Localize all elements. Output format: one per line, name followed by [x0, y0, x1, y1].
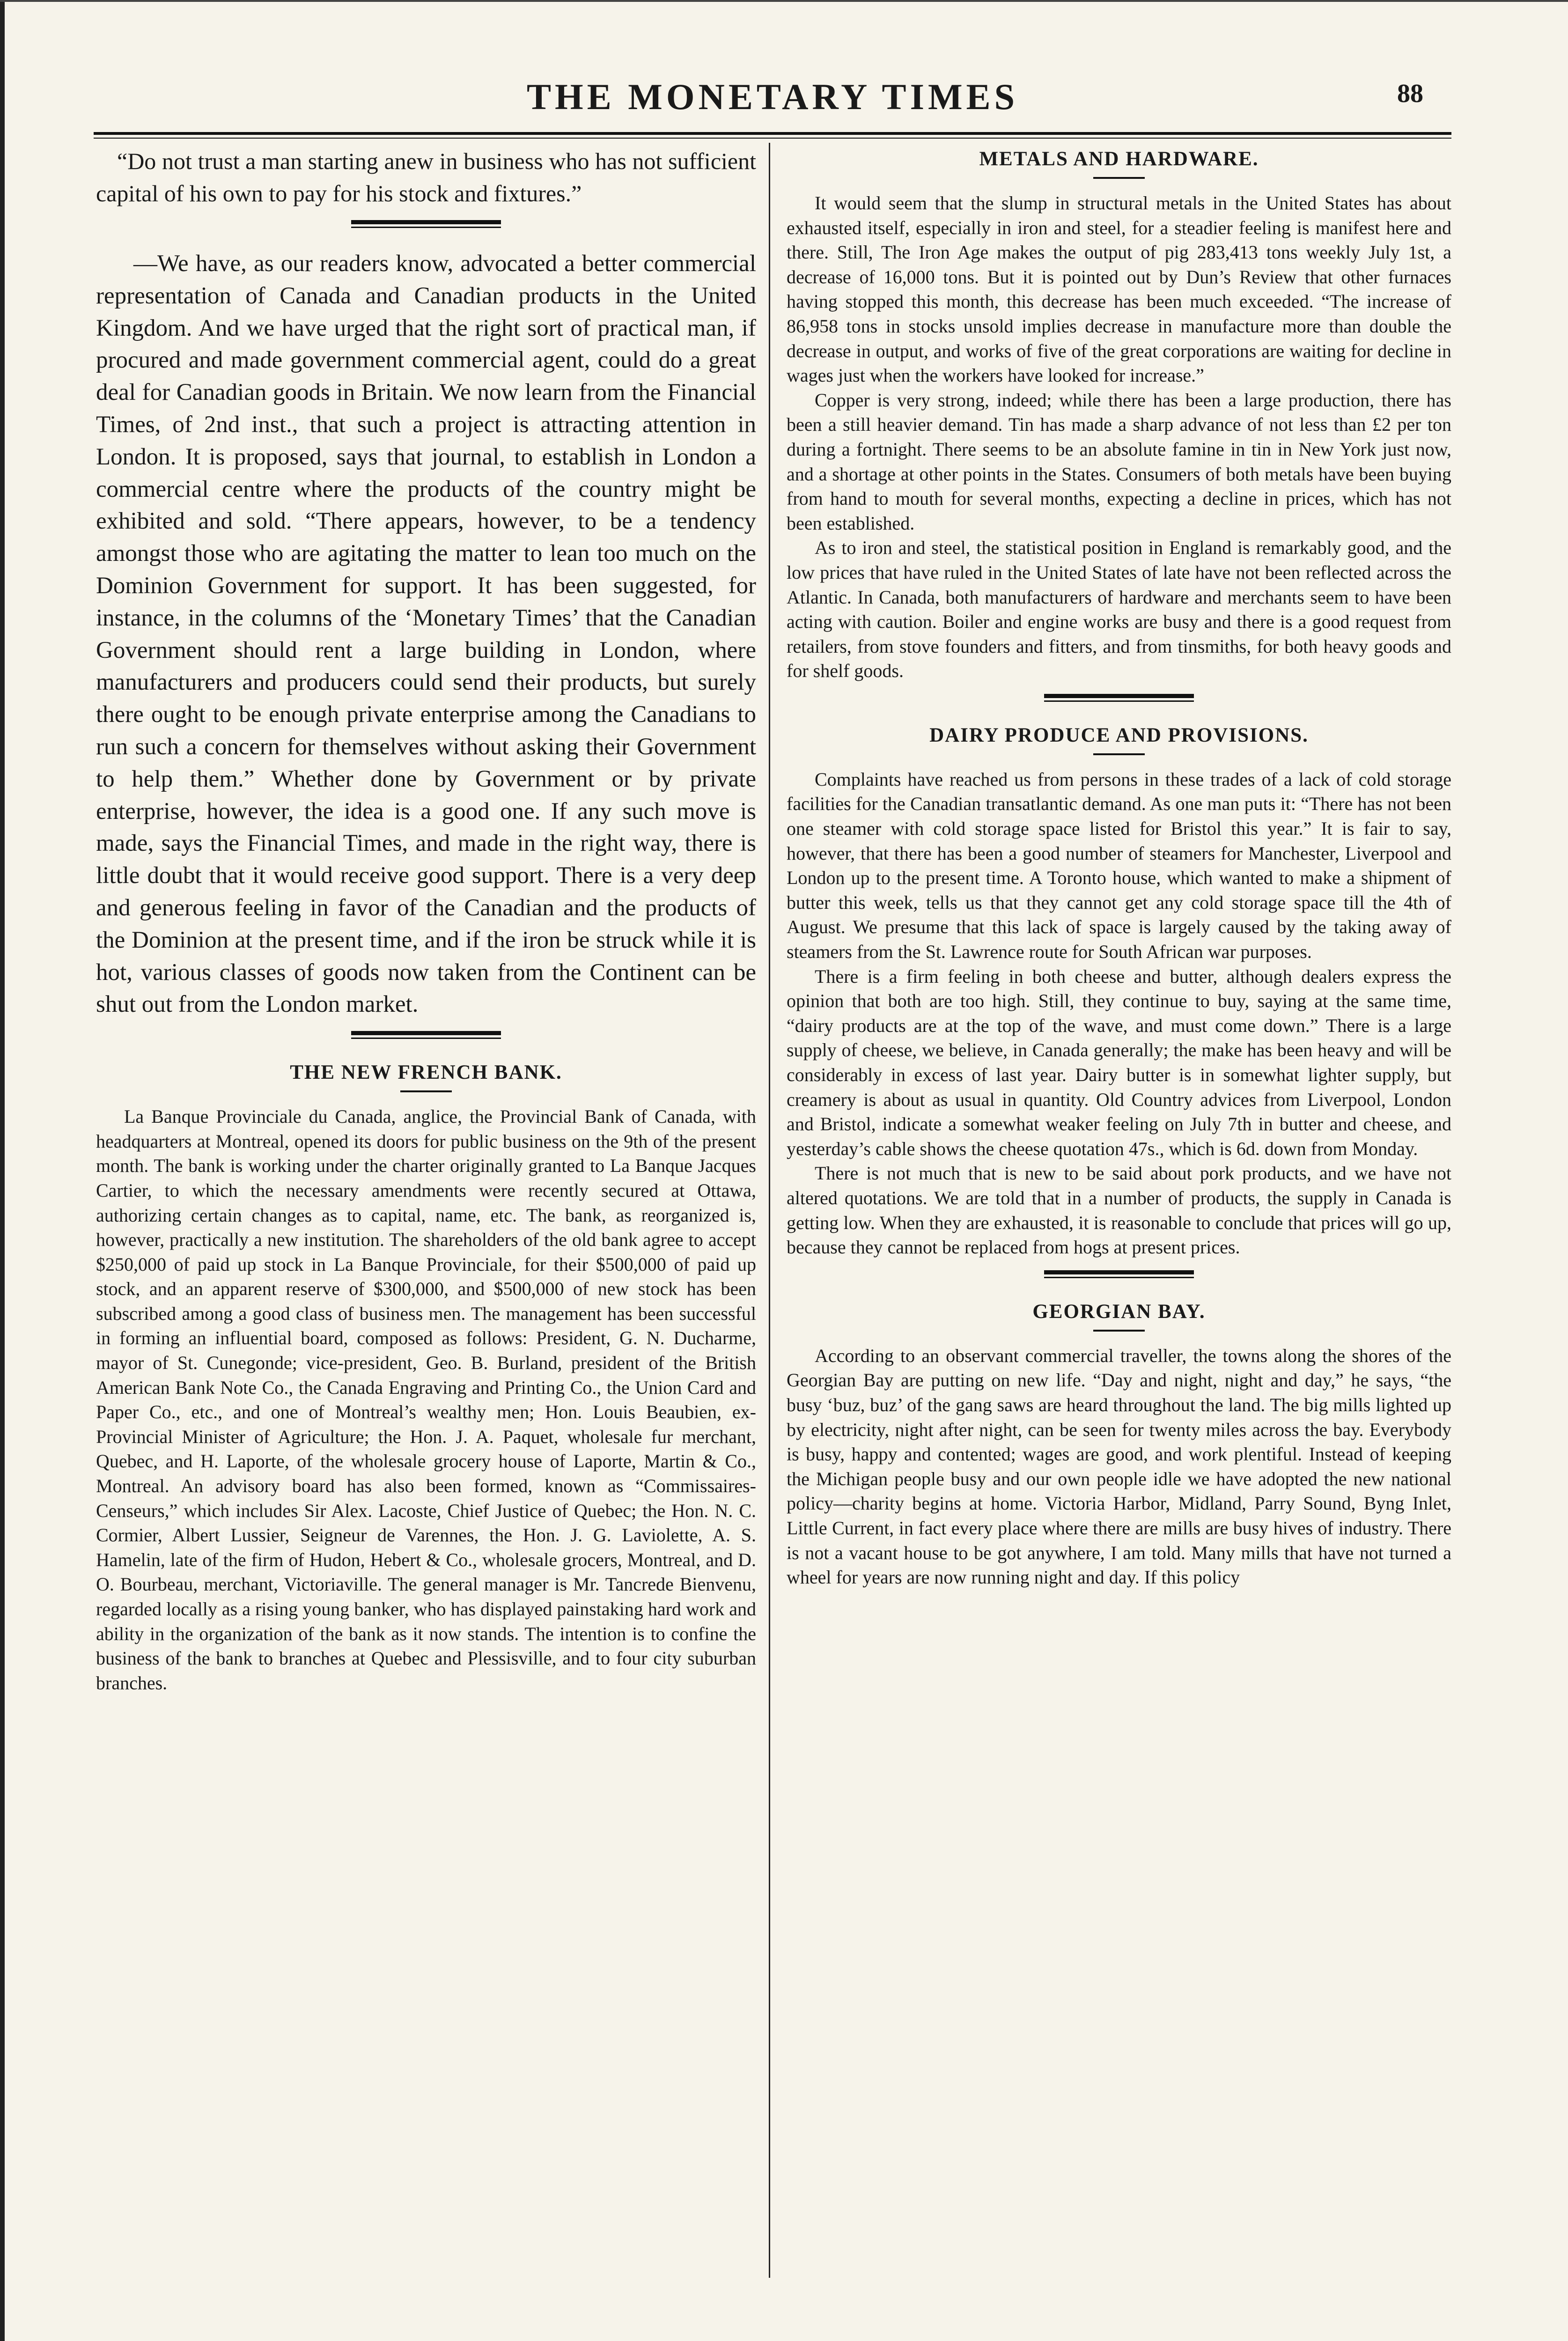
- section-divider: [1044, 1270, 1194, 1278]
- georgian-bay-paragraph: According to an observant commercial traveller, the towns along the shores of the Georgian Bay are putting on new life. “Day and night, night and day,” he says, “the busy ‘buz, buz’ of the gang saws are heard throughout the land. The big mills lighted up by electricity, night after night, can be seen for twenty miles across the bay. Everybody is busy, happy and contented; wages are good, and work plentiful. Instead of keeping the Michigan people busy and our own people idle we have adopted the new national policy—charity begins at home. Victoria Harbor, Midland, Parry Sound, Byng Inlet, Little Current, in fact every place where there are mills are busy hives of industry. There is not a vacant house to be got anywhere, I am told. Many mills that have not turned a wheel for years are now running night and day. If this policy: [787, 1345, 1451, 1588]
- metals-paragraph: It would seem that the slump in structural metals in the United States has about exhausted itself, especially in iron and steel, for a steadier feeling is manifest here and there. Still, The Iron Age makes the output of pig 283,413 tons weekly July 1st, a decrease of 16,000 tons. But it is pointed out by Dun’s Review that other furnaces having stopped this month, this decrease has been much exceeded. “The increase of 86,958 tons in stocks unsold implies decrease in manufacture more than double the decrease in output, and works of five of the great corporations are waiting for decline in wages just when the workers have looked for increase.”: [787, 192, 1451, 386]
- section-divider: [1044, 694, 1194, 702]
- section-divider: [351, 1031, 501, 1039]
- article-heading-georgian-bay: GEORGIAN BAY.: [1032, 1300, 1206, 1323]
- page-edge-shadow: [0, 0, 5, 2341]
- dairy-paragraph: There is a firm feeling in both cheese and butter, although dealers express the opinion that both are too high. Still, they continue to buy, saying at the same time, “dairy products are at the top of the wave, and must come down.” There is a large supply of cheese, we believe, in Canada generally; the make has been heavy and will be considerably in excess of last year. Dairy butter is in somewhat lighter supply, but creamery is about as usual in quantity. Old Country advices from Liverpool, London and Bristol, indicate a somewhat weaker feeling on July 7th in butter and cheese, and yesterday’s cable shows the cheese quotation 47s., which is 6d. down from Monday.: [787, 965, 1451, 1159]
- metals-paragraph: Copper is very strong, indeed; while there has been a large production, there has been a still heavier demand. Tin has made a sharp advance of not less than £2 per ton during a fortnight. There seems to be an absolute famine in tin in New York just now, and a shortage at other points in the States. Consumers of both metals have been buying from hand to mouth for several months, expecting a decline in prices, which has not been established.: [787, 389, 1451, 534]
- page-top-edge: [0, 0, 1568, 2]
- header-rule: [94, 132, 1451, 139]
- article-heading-dairy: DAIRY PRODUCE AND PROVISIONS.: [929, 724, 1309, 746]
- metals-paragraph: As to iron and steel, the statistical position in England is remarkably good, and the low prices that have ruled in the United States of late have not been reflected across the Atlantic. In Canada, both manufacturers of hardware and merchants seem to have been acting with caution. Boiler and engine works are busy and there is a good request from retailers, from stove founders and fitters, and from tinsmiths, for both heavy goods and for shelf goods.: [787, 537, 1451, 682]
- heading-rule: [1093, 753, 1145, 755]
- heading-rule: [1093, 177, 1145, 179]
- masthead: [94, 70, 1451, 122]
- article-body-french-bank: La Banque Provinciale du Canada, anglice, the Provincial Bank of Canada, with headquarters at Montreal, opened its doors for public business on the 9th of the present month. The bank is working under the charter originally granted to La Banque Jacques Cartier, to which the necessary amendments were recently secured at Ottawa, authorizing certain changes as to capital, name, etc. The bank, as reorganized is, however, practically a new institution. The shareholders of the old bank agree to accept $250,000 of paid up stock in La Banque Provinciale, for their $500,000 of paid up stock, and an apparent reserve of $300,000, and $500,000 of new stock has been subscribed among a good class of business men. The management has been successful in forming an influential board, composed as follows: President, G. N. Ducharme, mayor of St. Cunegonde; vice-president, Geo. B. Burland, president of the British American Bank Note Co., the Canada Engraving and Printing Co., the Union Card and Paper Co., etc., and one of Montreal’s wealthy men; Hon. Louis Beaubien, ex-Provincial Minister of Agriculture; the Hon. J. A. Paquet, wholesale fur merchant, Quebec, and H. Laporte, of the wholesale grocery house of Laporte, Martin & Co., Montreal. An advisory board has also been formed, known as “Commissaires-Censeurs,” which includes Sir Alex. Lacoste, Chief Justice of Quebec; the Hon. N. C. Cormier, Albert Lussier, Seigneur de Varennes, the Hon. J. G. Laviolette, A. S. Hamelin, late of the firm of Hudon, Hebert & Co., wholesale grocers, Montreal, and D. O. Bourbeau, merchant, Victoriaville. The general manager is Mr. Tancrede Bienvenu, regarded locally as a rising young banker, who has displayed painstaking hard work and ability in the organization of the bank as it now stands. The intention is to confine the business of the bank to branches at Quebec and Plessisville, and to four city suburban branches.: [96, 1106, 756, 1693]
- right-column: [787, 145, 1451, 2285]
- left-column: [96, 145, 756, 2285]
- dairy-paragraph: Complaints have reached us from persons in these trades of a lack of cold storage facilities for the Canadian transatlantic demand. As one man puts it: “There has not been one steamer with cold storage space listed for Bristol this year.” It is fair to say, however, that there has been a good number of steamers for Manchester, Liverpool and London up to the present time. A Toronto house, which wanted to make a shipment of butter this week, tells us that they cannot get any cold storage space till the 4th of August. We presume that this lack of space is largely caused by the taking away of steamers from the St. Lawrence route for South African war purposes.: [787, 768, 1451, 963]
- page-number: 88: [1397, 79, 1423, 108]
- publication-title: THE MONETARY TIMES: [527, 76, 1018, 117]
- section-divider: [351, 220, 501, 228]
- opening-quote: “Do not trust a man starting anew in business who has not sufficient capital of his own to pay for his stock and fixtures.”: [96, 148, 756, 206]
- dairy-paragraph: There is not much that is new to be said about pork products, and we have not altered quotations. We are told that in a number of products, the supply in Canada is getting low. When they are exhausted, it is reasonable to conclude that prices will go up, because they cannot be replaced from hogs at present prices.: [787, 1163, 1451, 1258]
- heading-rule: [400, 1090, 452, 1092]
- editorial-paragraph: —We have, as our readers know, advocated a better commercial representation of Canada and Canadian products in the United Kingdom. And we have urged that the right sort of practical man, if procured and made government commercial agent, could do a great deal for Canadian goods in Britain. We now learn from the Financial Times, of 2nd inst., that such a project is attracting attention in London. It is proposed, says that journal, to establish in London a commercial centre where the products of the country might be exhibited and sold. “There appears, however, to be a tendency amongst those who are agitating the matter to lean too much on the Dominion Government for support. It has been suggested, for instance, in the columns of the ‘Monetary Times’ that the Canadian Government should rent a large building in London, where manufacturers and producers could send their products, but surely there ought to be enough private enterprise among the Canadians to run such a concern for themselves without asking their Government to help them.” Whether done by Government or by private enterprise, however, the idea is a good one. If any such move is made, says the Financial Times, and made in the right way, there is little doubt that it would receive good support. There is a very deep and generous feeling in favor of the Canadian and the products of the Dominion at the present time, and if the iron be struck while it is hot, various classes of goods now taken from the Continent can be shut out from the London market.: [96, 250, 756, 1018]
- heading-rule: [1093, 1330, 1145, 1332]
- article-heading-metals: METALS AND HARDWARE.: [979, 148, 1259, 170]
- column-divider: [769, 143, 770, 2278]
- article-heading-french-bank: THE NEW FRENCH BANK.: [290, 1061, 562, 1084]
